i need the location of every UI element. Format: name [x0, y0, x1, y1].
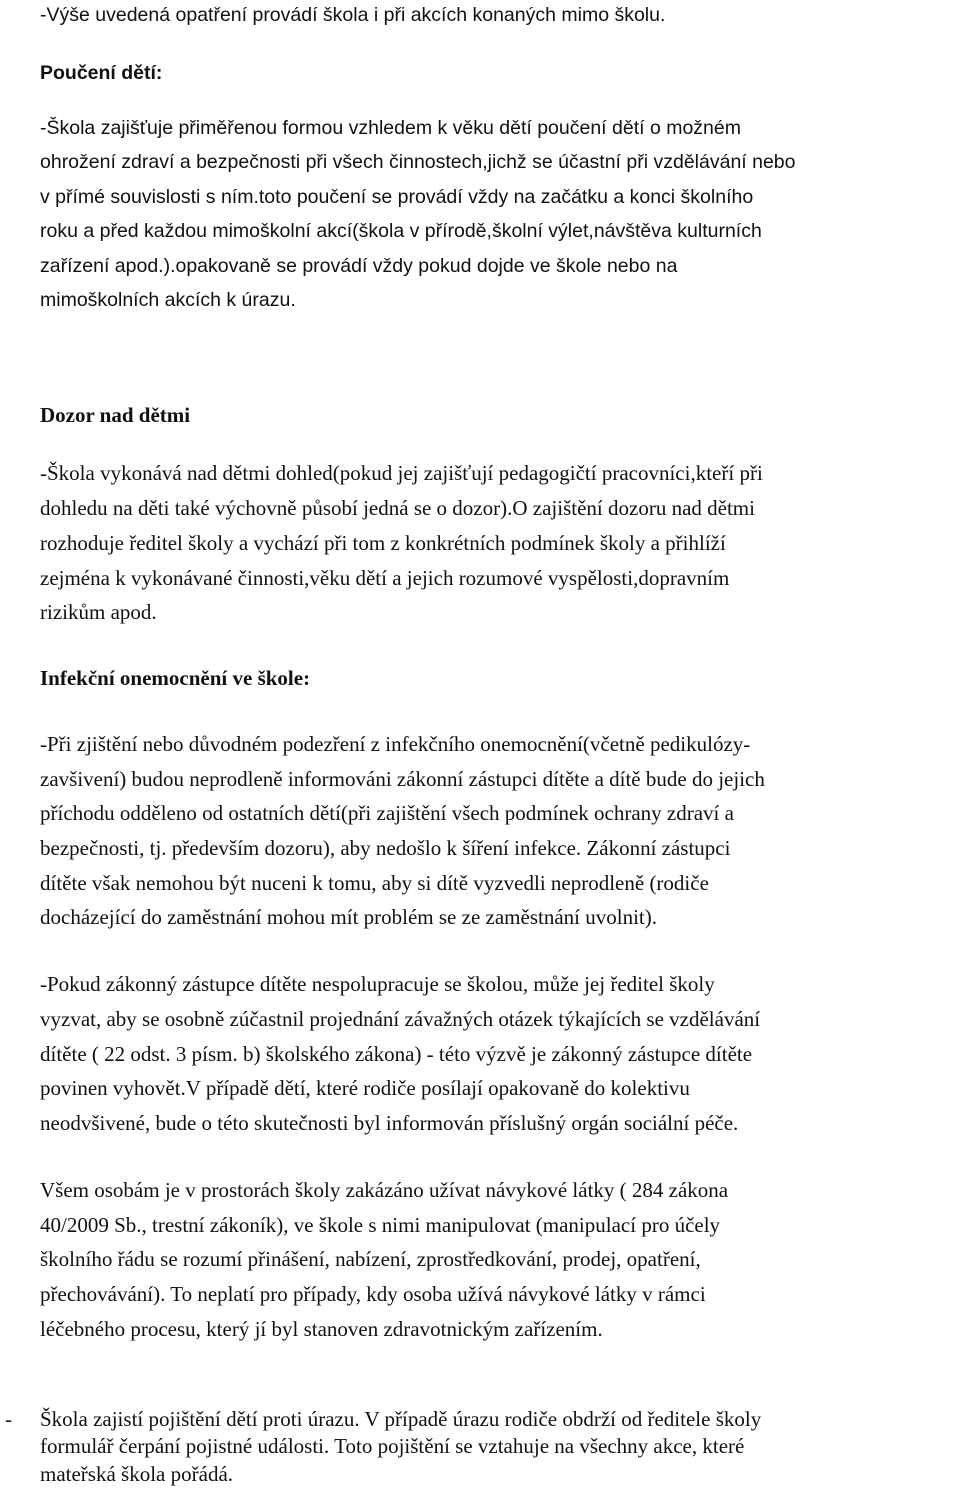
zastupce-line: -Pokud zákonný zástupce dítěte nespolupracuje se školou, může jej ředitel školy: [40, 972, 715, 996]
bullet-dash: -: [5, 1407, 12, 1431]
navykove-latky-line: školního řádu se rozumí přinášení, nabízení, zprostředkování, prodej, opatření,: [40, 1247, 701, 1271]
heading-pouceni: Poučení dětí:: [40, 62, 163, 84]
pouceni-line: v přímé souvislosti s ním.toto poučení se provádí vždy na začátku a konci školního: [40, 186, 754, 208]
pouceni-line: ohrožení zdraví a bezpečnosti při všech činnostech,jichž se účastní při vzdělávání nebo: [40, 151, 796, 173]
heading-infekce: Infekční onemocnění ve škole:: [40, 666, 311, 690]
zastupce-line: vyzvat, aby se osobně zúčastnil projednání závažných otázek týkajících se vzdělávání: [40, 1007, 761, 1031]
navykove-latky-line: 40/2009 Sb., trestní zákoník), ve škole s nimi manipulovat (manipulací pro účely: [40, 1213, 721, 1237]
dozor-line: rizikům apod.: [40, 600, 157, 624]
dozor-line: rozhoduje ředitel školy a vychází při tom z konkrétních podmínek školy a přihlíží: [40, 531, 726, 555]
pouceni-line: roku a před každou mimoškolní akcí(škola v přírodě,školní výlet,návštěva kulturních: [40, 220, 762, 242]
dozor-line: -Škola vykonává nad dětmi dohled(pokud jej zajišťují pedagogičtí pracovníci,kteří při: [40, 461, 763, 485]
pouceni-line: zařízení apod.).opakovaně se provádí vždy pokud dojde ve škole nebo na: [40, 255, 678, 277]
navykove-latky-line: přechovávání). To neplatí pro případy, kdy osoba užívá návykové látky v rámci: [40, 1282, 706, 1306]
zastupce-line: dítěte ( 22 odst. 3 písm. b) školského zákona) - této výzvě je zákonný zástupce dítěte: [40, 1042, 753, 1066]
infekce-line: bezpečnosti, tj. především dozoru), aby nedošlo k šíření infekce. Zákonní zástupci: [40, 836, 731, 860]
navykove-latky-line: léčebného procesu, který jí byl stanoven zdravotnickým zařízením.: [40, 1317, 603, 1341]
dozor-line: dohledu na děti také výchovně působí jedná se o dozor).O zajištění dozoru nad dětmi: [40, 496, 755, 520]
dozor-line: zejména k vykonávané činnosti,věku dětí a jejich rozumové vyspělosti,dopravním: [40, 566, 730, 590]
infekce-line: docházející do zaměstnání mohou mít problém se ze zaměstnání uvolnit).: [40, 905, 657, 929]
infekce-line: zavšivení) budou neprodleně informováni zákonní zástupci dítěte a dítě bude do jejich: [40, 767, 765, 791]
pouceni-line: mimoškolních akcích k úrazu.: [40, 289, 296, 311]
pouceni-line: -Škola zajišťuje přiměřenou formou vzhledem k věku dětí poučení dětí o možném: [40, 117, 741, 139]
pojisteni-line: mateřská škola pořádá.: [40, 1462, 234, 1486]
heading-dozor: Dozor nad dětmi: [40, 403, 191, 427]
infekce-line: příchodu odděleno od ostatních dětí(při zajištění všech podmínek ochrany zdraví a: [40, 801, 734, 825]
pojisteni-line: Škola zajistí pojištění dětí proti úrazu. V případě úrazu rodiče obdrží od ředitele školy: [40, 1407, 762, 1431]
infekce-line: dítěte však nemohou být nuceni k tomu, aby si dítě vyzvedli neprodleně (rodiče: [40, 871, 709, 895]
intro-line: -Výše uvedená opatření provádí škola i při akcích konaných mimo školu.: [40, 4, 666, 26]
navykove-latky-line: Všem osobám je v prostorách školy zakázáno užívat návykové látky ( 284 zákona: [40, 1178, 729, 1202]
pojisteni-line: formulář čerpání pojistné události. Toto pojištění se vztahuje na všechny akce, které: [40, 1434, 745, 1458]
zastupce-line: neodvšivené, bude o této skutečnosti byl informován příslušný orgán sociální péče.: [40, 1111, 739, 1135]
infekce-line: -Při zjištění nebo důvodném podezření z infekčního onemocnění(včetně pedikulózy-: [40, 732, 751, 756]
zastupce-line: povinen vyhovět.V případě dětí, které rodiče posílají opakovaně do kolektivu: [40, 1076, 690, 1100]
